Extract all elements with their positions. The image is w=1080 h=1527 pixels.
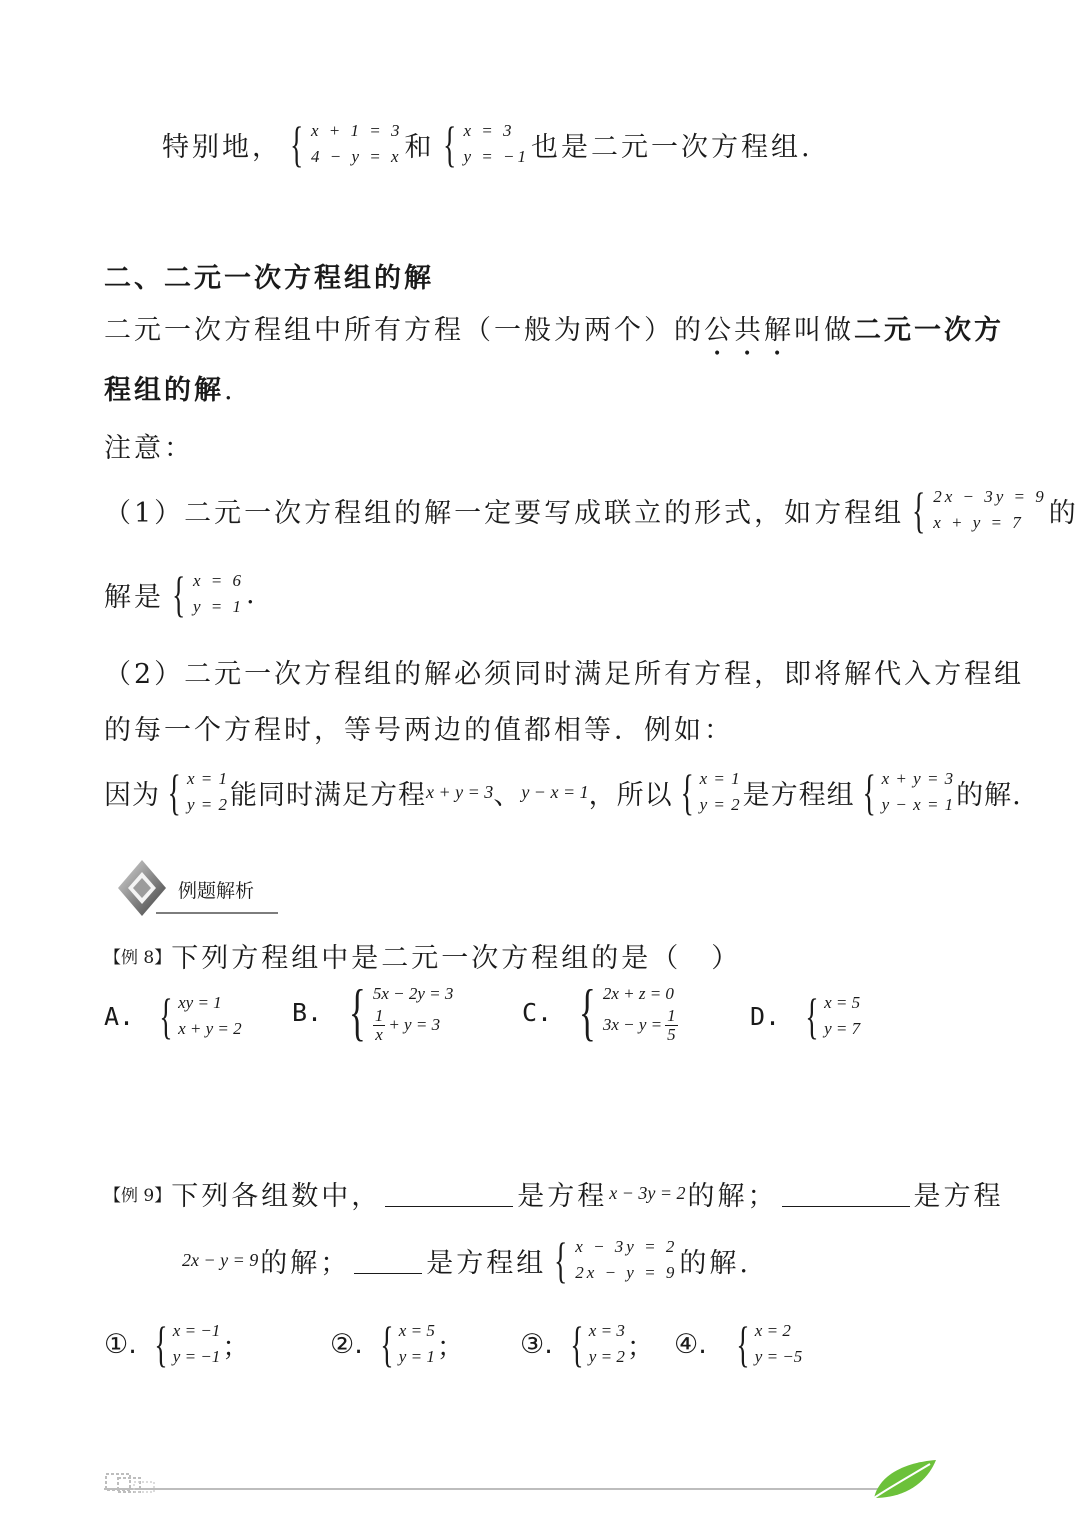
choice-3-semi: ； [626,1331,657,1363]
example-9-equation-1: x − 3y = 2 [609,1183,686,1203]
option-c-numerator: 1 [667,1005,676,1025]
choice-2[interactable] [330,1318,467,1370]
choice-4-label: ④. [674,1328,707,1360]
example-9-line-2 [182,1234,751,1286]
footer-rule [104,1488,904,1490]
option-a-row-2: x + y = 2 [178,1019,242,1038]
banner-label: 例题解析 [178,880,255,902]
example-9-text-3: 的解； [687,1181,778,1212]
definition-text-2: 叫做 [794,315,854,346]
example-solution-2-row-1: x = 1 [699,769,741,788]
special-prefix: 特别地， [162,131,282,163]
note-1-text: （1）二元一次方程组的解一定要写成联立的形式，如方程组 [104,497,905,529]
option-d-row-2: y = 7 [824,1019,861,1038]
option-c-row-2 [603,1007,678,1044]
option-d-row-1: x = 5 [824,993,861,1012]
option-c-fraction [665,1007,678,1044]
answer-blank-2[interactable] [782,1180,910,1207]
choice-3-system: { x = 3 y = 2 [570,1316,625,1372]
option-d[interactable] [750,990,862,1042]
example-system-row-1: x + y = 3 [881,769,955,788]
option-b-numerator: 1 [374,1005,384,1025]
choice-1-label: ①. [104,1328,137,1360]
example-separator: 、 [493,779,522,811]
definition-line-1 [104,308,1004,362]
example-text-2: ，所以 [588,779,673,811]
example-solution: { x = 1 y = 2 [167,764,229,820]
choice-1-semi: ； [222,1331,253,1363]
example-equation-1: x + y = 3 [426,781,494,802]
option-b-row-1: 5x − 2y = 3 [372,983,454,1003]
definition-emphasis: 公共解 [704,315,794,346]
note-label: 注意： [104,433,194,464]
example-9-line-1 [104,1174,1004,1213]
choice-2-semi: ； [436,1331,467,1363]
example-system-row-2: y − x = 1 [881,795,955,814]
example-equation-2: y − x = 1 [521,781,589,802]
example-solution-2-row-2: y = 2 [699,795,741,814]
example-9-tag: 【例 9】 [104,1186,172,1206]
note-1-system-row-2: x + y = 7 [933,513,1024,532]
example-9-text-6: 是方程组 [426,1247,547,1279]
choice-3[interactable] [520,1318,657,1370]
example-8-tag: 【例 8】 [104,948,172,968]
note-1-solution-prefix: 解是 [104,581,164,613]
option-b-label: B. [292,997,323,1027]
option-d-label: D. [750,1001,781,1031]
choice-2-row-2: y = 1 [398,1347,435,1366]
system-2-row-2: y = −1 [463,147,529,166]
note-1-system: { 2x − 3y = 9 x + y = 7 [912,482,1047,538]
choice-1-row-2: y = −1 [172,1347,221,1366]
example-end: 的解. [956,779,1022,811]
example-solution-row-2: y = 2 [187,795,229,814]
example-system: { x + y = 3 y − x = 1 [862,764,955,820]
system-1: { x + 1 = 3 4 − y = x [290,116,403,172]
option-b[interactable] [292,976,455,1047]
choice-3-row-2: y = 2 [588,1347,625,1366]
option-c-left: 3x − y = [602,1015,663,1034]
special-suffix: 也是二元一次方程组. [531,131,813,163]
note-1-solution-row-2: y = 1 [193,597,245,616]
definition-line-2 [104,368,236,407]
option-a-row-1: xy = 1 [178,993,222,1012]
option-a[interactable] [104,990,244,1042]
choice-1-row-1: x = −1 [172,1321,221,1340]
examples-banner [116,858,278,916]
example-8-question [104,936,741,975]
example-8-text: 下列方程组中是二元一次方程组的是（ ） [171,943,742,974]
example-9-text-4: 是方程 [913,1181,1004,1212]
option-b-rest: + y = 3 [388,1015,441,1034]
definition-term-1: 二元一次方 [854,315,1004,346]
example-9-text-2: 是方程 [517,1181,608,1212]
example-9-text-7: 的解. [679,1247,751,1279]
example-prefix: 因为 [104,779,160,811]
option-c[interactable] [522,976,680,1047]
example-9-text-1: 下列各组数中， [171,1181,382,1212]
option-b-system: { 5x − 2y = 3 $\frac{1}{x}$ + y = 3 [349,976,454,1047]
example-9-system-row-2: 2x − y = 9 [575,1263,678,1282]
system-2: { x = 3 y = −1 [442,116,529,172]
example-9-system: { x − 3y = 2 2x − y = 9 [554,1232,678,1288]
and-word: 和 [404,131,435,163]
choice-4[interactable] [674,1318,804,1370]
option-b-row-2 [373,1007,454,1044]
answer-blank-3[interactable] [354,1247,422,1274]
definition-term-2: 程组的解 [104,375,224,406]
choice-4-row-2: y = −5 [754,1347,803,1366]
choice-1-system: { x = −1 y = −1 [154,1316,221,1372]
note-1-de: 的 [1048,497,1079,529]
example-9-text-5: 的解； [260,1247,351,1279]
choice-4-row-1: x = 2 [754,1321,791,1340]
section-heading: 二、二元一次方程组的解 [104,263,434,294]
banner-underline [156,912,278,914]
option-b-denominator: x [375,1024,383,1044]
answer-blank-1[interactable] [385,1180,513,1207]
option-c-row-1: 2x + z = 0 [602,983,674,1003]
example-solution-2: { x = 1 y = 2 [680,764,741,820]
choice-3-row-1: x = 3 [588,1321,625,1340]
definition-text-1: 二元一次方程组中所有方程（一般为两个）的 [104,315,704,346]
note-1-solution-row-1: x = 6 [193,571,245,590]
option-c-denominator: 5 [667,1024,676,1044]
system-1-row-1: x + 1 = 3 [311,121,403,140]
example-9-system-row-1: x − 3y = 2 [575,1237,678,1256]
option-d-system: { x = 5 y = 7 [805,988,861,1044]
note-1-system-row-1: 2x − 3y = 9 [933,487,1047,506]
definition-end: . [224,375,236,406]
option-c-label: C. [522,997,553,1027]
example-solution-row-1: x = 1 [187,769,229,788]
choice-4-system: { x = 2 y = −5 [736,1316,803,1372]
note-1-solution-end: . [246,578,258,610]
example-text-3: 是方程组 [742,779,855,811]
example-9-equation-2: 2x − y = 9 [182,1249,259,1270]
leaf-icon [870,1458,940,1502]
system-1-row-2: 4 − y = x [311,147,402,166]
note-2-line-2: 的每一个方程时，等号两边的值都相等．例如： [104,715,734,746]
option-a-system: { xy = 1 x + y = 2 [159,988,242,1044]
special-case-line [162,118,813,170]
example-line [104,766,1022,818]
choice-2-row-1: x = 5 [398,1321,435,1340]
example-text-1: 能同时满足方程 [230,779,427,811]
option-a-label: A. [104,1001,135,1031]
note-1-solution: { x = 6 y = 1 [172,566,245,622]
option-b-fraction [373,1007,386,1044]
choice-3-label: ③. [520,1328,553,1360]
choice-2-label: ②. [330,1328,363,1360]
note-1-line [104,484,1079,536]
system-2-row-1: x = 3 [463,121,515,140]
choice-2-system: { x = 5 y = 1 [380,1316,435,1372]
diamond-icon [116,858,172,918]
note-2-line-1: （2）二元一次方程组的解必须同时满足所有方程，即将解代入方程组 [104,659,1025,690]
note-1-solution-line [104,568,258,620]
option-c-system: { 2x + z = 0 3x − y = $\frac{1}{5}$ [579,976,676,1047]
choice-1[interactable] [104,1318,252,1370]
page-corner-icon [104,1470,158,1496]
